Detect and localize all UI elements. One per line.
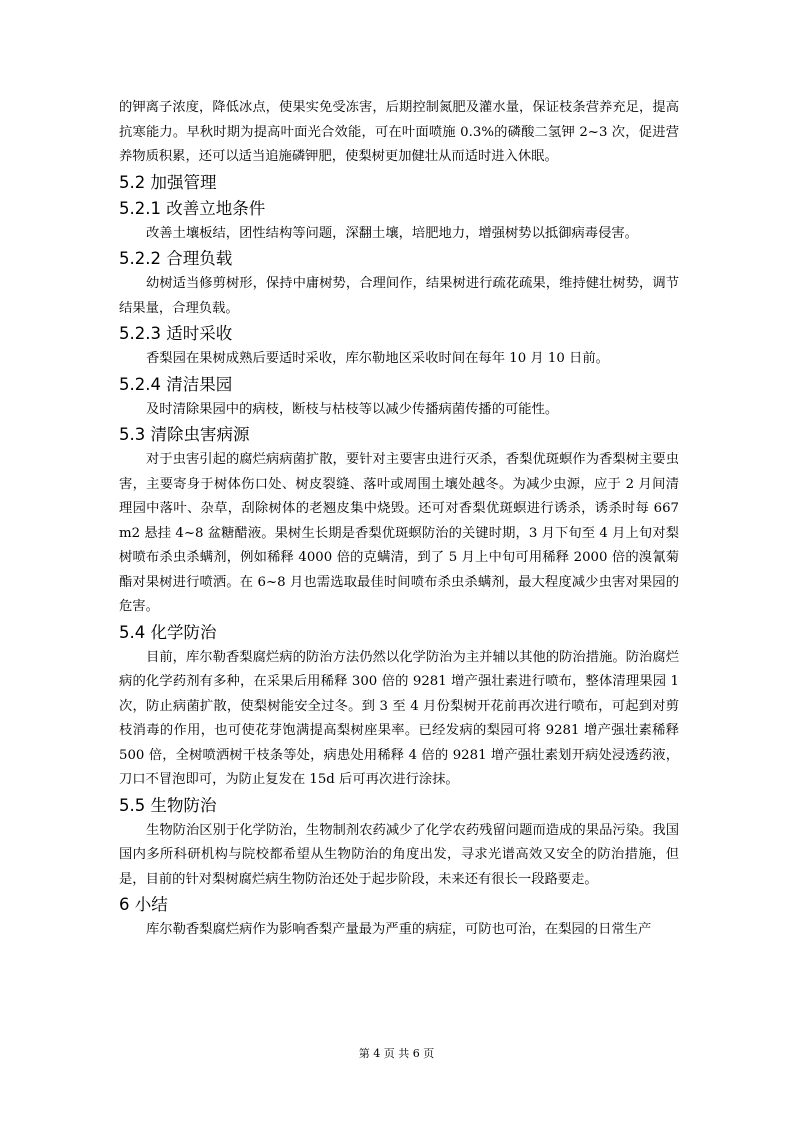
page-footer: 第 4 页 共 6 页 <box>358 1047 435 1060</box>
heading-5-2-4: 5.2.4 清洁果园 <box>119 374 233 394</box>
paragraph-5-4: 目前，库尔勒香梨腐烂病的防治方法仍然以化学防治为主并辅以其他的防治措施。防治腐烂病的化学药剂有多种，在采果后用稀释 300 倍的 9281 增产强壮素进行喷布，整体清理果园 1 次，防止病菌扩散，使梨树能安全过冬。到 3 至 4 月份梨树开花前再次进行喷布，可起到对剪枝消毒的作用，也可使花芽饱满提高梨树座果率。已经发病的梨园可将 9281 增产强壮素稀释 500 倍，全树喷洒树干枝条等处，病患处用稀释 4 倍的 9281 增产强壮素划开病处浸透药液，刀口不冒泡即可，为防止复发在 15d 后可再次进行涂抹。 <box>119 649 679 787</box>
heading-5-5: 5.5 生物防治 <box>119 795 217 815</box>
paragraph-continued: 的钾离子浓度，降低冰点，使果实免受冻害，后期控制氮肥及灌水量，保证枝条营养充足，提高抗寒能力。早秋时期为提高叶面光合效能，可在叶面喷施 0.3%的磷酸二氢钾 2~3 次，促进营养物质积累，还可以适当追施磷钾肥，使梨树更加健壮从而适时进入休眠。 <box>119 100 679 164</box>
heading-5-3: 5.3 清除虫害病源 <box>119 425 250 444</box>
heading-5-2-1: 5.2.1 改善立地条件 <box>119 198 266 218</box>
document-body <box>119 96 679 943</box>
heading-5-2-3: 5.2.3 适时采收 <box>119 324 233 343</box>
heading-6: 6 小结 <box>119 895 168 914</box>
paragraph-5-3: 对于虫害引起的腐烂病病菌扩散，要针对主要害虫进行灭杀，香梨优斑螟作为香梨树主要虫害，主要寄身于树体伤口处、树皮裂缝、落叶或周围土壤处越冬。为减少虫源，应于 2 月间清理园中落叶、杂草，刮除树体的老翘皮集中烧毁。还可对香梨优斑螟进行诱杀，诱杀时每 667 m2 悬挂 4~8 盆糖醋液。果树生长期是香梨优斑螟防治的关键时期，3 月下旬至 4 月上旬对梨树喷布杀虫杀螨剂，例如稀释 4000 倍的克螨清，到了 5 月上中旬可用稀释 2000 倍的溴氰菊酯对果树进行喷洒。在 6~8 月也需选取最佳时间喷布杀虫杀螨剂，最大程度减少虫害对果园的危害。 <box>119 452 679 614</box>
paragraph-5-2-1: 改善土壤板结，团性结构等问题，深翻土壤，培肥地力，增强树势以抵御病毒侵害。 <box>146 225 638 241</box>
paragraph-5-5: 生物防治区别于化学防治，生物制剂农药减少了化学农药残留问题而造成的果品污染。我国国内多所科研机构与院校都希望从生物防治的角度出发，寻求光谱高效又安全的防治措施，但是，目前的针对梨树腐烂病生物防治还处于起步阶段，未来还有很长一段路要走。 <box>119 822 679 887</box>
paragraph-5-2-3: 香梨园在果树成熟后要适时采收，库尔勒地区采收时间在每年 10 月 10 日前。 <box>146 351 609 366</box>
paragraph-6: 库尔勒香梨腐烂病作为影响香梨产量最为严重的病症，可防也可治，在梨园的日常生产 <box>146 922 652 937</box>
paragraph-5-2-2: 幼树适当修剪树形，保持中庸树势，合理间作，结果树进行疏花疏果，维持健壮树势，调节结果量，合理负载。 <box>119 276 679 316</box>
heading-5-4: 5.4 化学防治 <box>119 622 217 642</box>
heading-5-2: 5.2 加强管理 <box>119 172 217 192</box>
heading-5-2-2: 5.2.2 合理负载 <box>119 249 233 268</box>
paragraph-5-2-4: 及时清除果园中的病枝，断枝与枯枝等以减少传播病菌传播的可能性。 <box>146 401 559 417</box>
